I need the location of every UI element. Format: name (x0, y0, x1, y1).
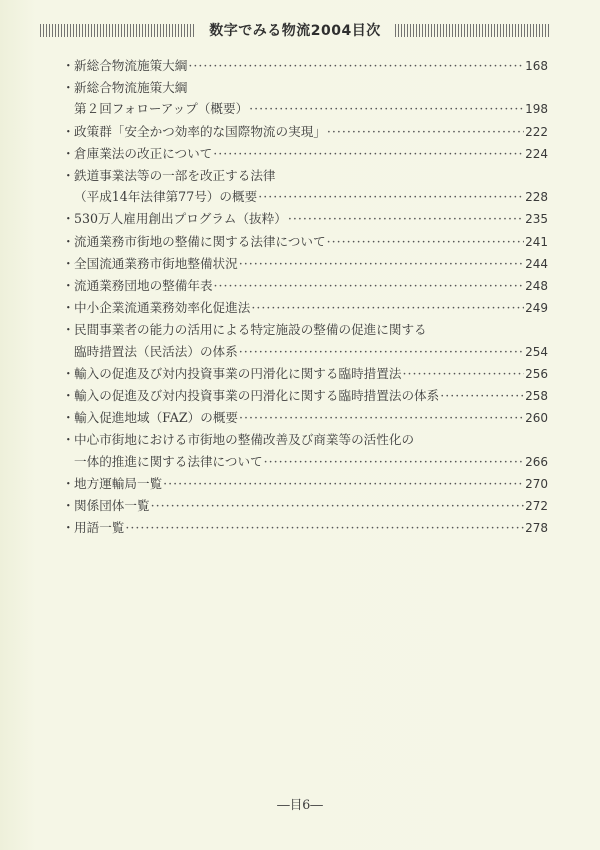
toc-entry-line (62, 275, 548, 297)
toc-entry-line (62, 319, 548, 340)
bullet: ・ (62, 168, 75, 184)
toc-entry (62, 121, 548, 143)
toc-page-number: 254 (525, 344, 548, 359)
toc-entry-title: 全国流通業務市街地整備状況 (74, 255, 238, 271)
bullet: ・ (62, 80, 75, 96)
toc-entry (62, 165, 548, 208)
toc-entry-title: 政策群「安全かつ効率的な国際物流の実現」 (74, 123, 326, 139)
toc-entry-line (62, 121, 548, 143)
toc-page-number: 270 (525, 476, 548, 491)
bullet: ・ (62, 410, 75, 426)
leader-dots (188, 55, 524, 76)
toc-entry-title: 流通業務市街地の整備に関する法律について (74, 233, 326, 249)
toc-page-number: 256 (525, 366, 548, 381)
toc-entry-line (62, 186, 548, 208)
toc-entry-line (62, 451, 548, 473)
leader-dots (288, 208, 524, 229)
toc-entry (62, 143, 548, 165)
toc-entry-title: 530万人雇用創出プログラム（抜粋） (74, 211, 287, 227)
toc-entry-line (62, 341, 548, 363)
toc-entry-title: 輸入の促進及び対内投資事業の円滑化に関する臨時措置法の体系 (74, 388, 440, 404)
leader-dots (251, 297, 524, 318)
toc-page-number: 198 (525, 102, 548, 117)
page-header (40, 20, 550, 40)
leader-dots (440, 385, 524, 406)
header-stripe-left (40, 24, 195, 37)
bullet: ・ (62, 233, 75, 249)
toc-entry-line (62, 517, 548, 539)
leader-dots (239, 253, 524, 274)
toc-page-number: 222 (525, 124, 548, 139)
leader-dots (151, 495, 525, 516)
toc-page-number: 272 (525, 499, 548, 514)
toc-entry-line (62, 495, 548, 517)
toc-entry (62, 297, 548, 319)
bullet: ・ (62, 498, 75, 514)
toc-entry (62, 319, 548, 362)
bullet: ・ (62, 58, 75, 73)
toc-page-number: 278 (525, 521, 548, 536)
toc-entry (62, 363, 548, 385)
bullet: ・ (62, 388, 75, 404)
toc-entry-line (62, 77, 548, 98)
bullet: ・ (62, 322, 75, 338)
toc-entry-title: 中心市街地における市街地の整備改善及び商業等の活性化の (74, 432, 415, 448)
toc-entry-title: 関係団体一覧 (74, 498, 150, 514)
toc-entry-title: 輸入促進地域（FAZ）の概要 (74, 410, 239, 426)
toc-entry (62, 473, 548, 495)
leader-dots (125, 517, 524, 538)
toc-page-number: 244 (525, 256, 548, 271)
toc-page-number: 235 (525, 212, 548, 227)
toc-page-number: 260 (525, 411, 548, 426)
toc-entry-line (62, 143, 548, 165)
toc-entry-title: （平成14年法律第77号）の概要 (74, 189, 258, 205)
toc-entry (62, 275, 548, 297)
toc-entry-title: 流通業務団地の整備年表 (74, 278, 213, 294)
leader-dots (327, 121, 524, 142)
toc-page-number: 266 (525, 454, 548, 469)
toc-entry (62, 517, 548, 539)
leader-dots (258, 186, 524, 207)
leader-dots (327, 231, 524, 252)
toc-page-number: 168 (525, 59, 548, 73)
table-of-contents (62, 55, 548, 539)
toc-entry-title: 用語一覧 (74, 520, 125, 536)
toc-entry-title: 倉庫業法の改正について (74, 145, 213, 161)
toc-entry-line (62, 231, 548, 253)
bullet: ・ (62, 145, 75, 161)
toc-entry (62, 253, 548, 275)
bullet: ・ (62, 365, 75, 381)
page-footer: ―目6― (277, 797, 323, 812)
toc-entry-title: 新総合物流施策大綱 (74, 80, 188, 96)
toc-entry-line (62, 297, 548, 319)
header-title: 数字でみる物流2004目次 (209, 23, 381, 39)
toc-page-number: 224 (525, 146, 548, 161)
leader-dots (264, 451, 524, 472)
header-stripe-right (395, 24, 550, 37)
toc-entry (62, 77, 548, 120)
toc-entry (62, 429, 548, 472)
leader-dots (249, 98, 524, 119)
toc-entry-title: 輸入の促進及び対内投資事業の円滑化に関する臨時措置法 (74, 365, 402, 381)
bullet: ・ (62, 300, 75, 316)
toc-entry-line (62, 98, 548, 120)
toc-entry-line (62, 429, 548, 450)
toc-entry-line (62, 165, 548, 186)
toc-page-number: 241 (525, 234, 548, 249)
bullet: ・ (62, 475, 75, 491)
toc-entry-title: 臨時措置法（民活法）の体系 (74, 343, 238, 359)
toc-entry (62, 208, 548, 230)
toc-entry-line (62, 407, 548, 429)
toc-entry-title: 第２回フォローアップ（概要） (74, 101, 249, 117)
leader-dots (402, 363, 524, 384)
leader-dots (214, 275, 525, 296)
toc-entry-title: 地方運輸局一覧 (74, 475, 163, 491)
toc-entry-line (62, 473, 548, 495)
toc-entry-title: 一体的推進に関する法律について (74, 453, 263, 469)
toc-entry (62, 231, 548, 253)
leader-dots (239, 407, 524, 428)
toc-entry (62, 495, 548, 517)
bullet: ・ (62, 432, 75, 448)
leader-dots (239, 341, 524, 362)
bullet: ・ (62, 278, 75, 294)
bullet: ・ (62, 123, 75, 139)
toc-entry-title: 鉄道事業法等の一部を改正する法律 (74, 168, 276, 184)
bullet: ・ (62, 211, 75, 227)
toc-entry (62, 407, 548, 429)
toc-page-number: 258 (525, 389, 548, 404)
leader-dots (163, 473, 524, 494)
leader-dots (213, 143, 524, 164)
toc-page-number: 228 (525, 190, 548, 205)
toc-entry (62, 55, 548, 77)
toc-entry-line (62, 363, 548, 385)
toc-entry-title: 新総合物流施策大綱 (74, 58, 188, 73)
toc-entry-line (62, 208, 548, 230)
bullet: ・ (62, 255, 75, 271)
bullet: ・ (62, 520, 75, 536)
toc-entry-title: 中小企業流通業務効率化促進法 (74, 300, 251, 316)
toc-page-number: 249 (525, 301, 548, 316)
toc-entry-title: 民間事業者の能力の活用による特定施設の整備の促進に関する (74, 322, 427, 338)
toc-entry-line (62, 253, 548, 275)
toc-entry (62, 385, 548, 407)
toc-page-number: 248 (525, 279, 548, 294)
toc-entry-line (62, 55, 548, 77)
toc-entry-line (62, 385, 548, 407)
